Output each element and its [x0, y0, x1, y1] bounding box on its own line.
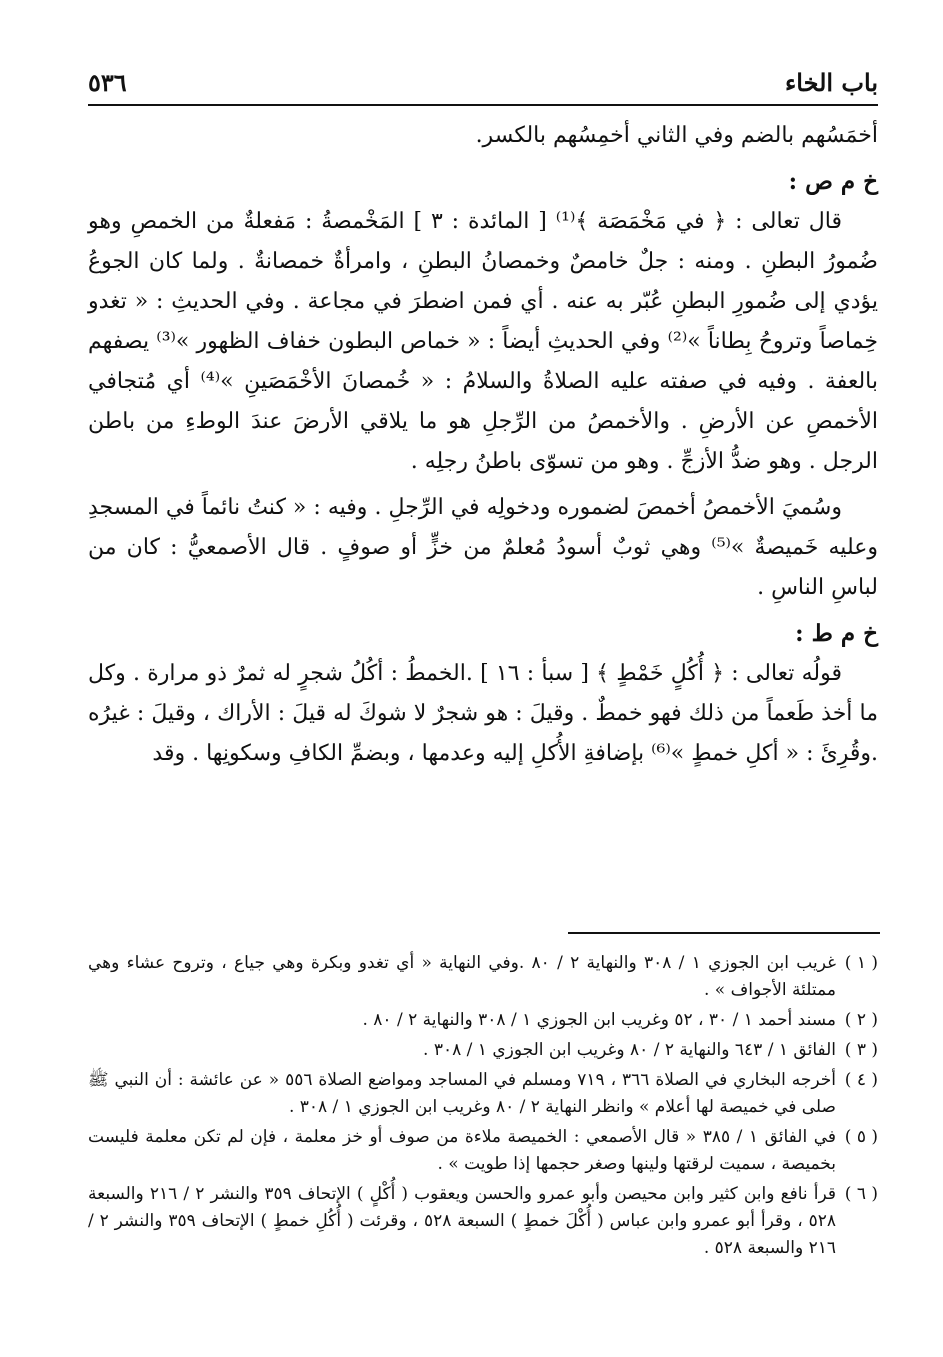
footnote-number: ( ٢ )	[844, 1010, 878, 1030]
entry-heading-kh-m-t: خ م ط :	[795, 620, 878, 647]
footnote-item	[88, 950, 878, 1004]
footnote-number: ( ١ )	[844, 953, 878, 973]
page-header	[88, 60, 878, 106]
footnote-text: مسند أحمد ١ / ٣٠ ، ٥٢ وغريب ابن الجوزي ١ / ٣٠٨ والنهاية ٢ / ٨٠ .	[362, 1010, 836, 1030]
footnote-text: الفائق ١ / ٦٤٣ والنهاية ٢ / ٨٠ وغريب ابن الجوزي ١ / ٣٠٨ .	[423, 1040, 836, 1060]
footnote-number: ( ٣ )	[844, 1040, 878, 1060]
footnote-text: أخرجه البخاري في الصلاة ٣٦٦ ، ٧١٩ ومسلم في المساجد ومواضع الصلاة ٥٥٦ « عن عائشة : أن النبي ﷺ صلى في خميصة لها أعلام » وانظر النهاية ٢ / ٨٠ وغريب ابن الجوزي ١ / ٣٠٨ .	[88, 1070, 837, 1117]
paragraph-kh-m-s-1: قال تعالى : ﴿ في مَخْمَصَة ﴾⁽¹⁾ [ المائدة : ٣ ] المَخْمصةُ : مَفعلةٌ من الخمصِ وهو ضُمورُ البطنِ . ومنه : جلٌ خامصٌ وخمصانُ البطنِ ، وامرأةٌ خمصانةٌ . ولما كان الجوعُ يؤدي إلى ضُمورِ البطنِ عُبّر به عنه . أي فمن اضطرَ في مجاعة . وفي الحديثِ : « تغدو خِماصاً وتروحُ بِطاناً »⁽²⁾ وفي الحديثِ أيضاً : « خماص البطون خفاف الظهور »⁽³⁾ يصفهم بالعفة . وفيه في صفته عليه الصلاةُ والسلامُ : « خُمصانَ الأخْمَصَينِ »⁽⁴⁾ أي مُتجافي الأخمصِ عن الأرضِ . والأخمصُ من الرِّجلِ هو ما يلاقي الأرضَ عندَ الوطءِ من باطن الرجل . وهو ضدُّ الأزجِّ . وهو من تسوّى باطنُ رجلِه .	[88, 209, 878, 474]
main-text	[88, 116, 878, 774]
footnote-item	[88, 1037, 878, 1064]
footnote-item	[88, 1181, 878, 1262]
page-number: ٥٣٦	[88, 68, 127, 97]
paragraph-continuation: أخمَسُهم بالضم وفي الثاني أخمِسُهم بالكسر.	[475, 123, 878, 148]
footnote-number: ( ٤ )	[844, 1070, 878, 1090]
footnote-number: ( ٦ )	[844, 1184, 878, 1204]
footnote-divider	[568, 932, 880, 934]
paragraph-kh-m-s-2: وسُميَ الأخمصُ أخمصَ لضموره ودخولِه في الرِّجلِ . وفيه : « كنتُ نائماً في المسجدِ وعليه خَميصةٌ »⁽⁵⁾ وهي ثوبٌ أسودُ مُعلمٌ من خزٍّ أو صوفٍ . قال الأصمعيُّ : كان من لباسِ الناسِ .	[88, 495, 878, 600]
entry-heading-kh-m-s: خ م ص :	[788, 168, 878, 195]
footnotes	[88, 950, 878, 1265]
footnote-text: قرأ نافع وابن كثير وابن محيصن وأبو عمرو والحسن ويعقوب ( أُكْلٍ ) الإتحاف ٣٥٩ والنشر ٢ / ٢١٦ والسبعة ٥٢٨ ، وقرأ أبو عمرو وابن عباس ( أُكْلَ خمطٍ ) السبعة ٥٢٨ ، وقرئت ( أُكُلِ خمطٍ ) الإتحاف ٣٥٩ والنشر ٢ / ٢١٦ والسبعة ٥٢٨ .	[88, 1184, 836, 1258]
book-page	[88, 60, 878, 1330]
footnote-number: ( ٥ )	[844, 1127, 878, 1147]
footnote-item	[88, 1067, 878, 1121]
footnote-item	[88, 1007, 878, 1034]
footnote-text: غريب ابن الجوزي ١ / ٣٠٨ والنهاية ٢ / ٨٠ .وفي النهاية « أي تغدو وبكرة وهي جياع ، وتروح عشاء وهي ممتلئة الأجواف » .	[88, 953, 836, 1000]
footnote-item	[88, 1124, 878, 1178]
paragraph-kh-m-t-1: قولُه تعالى : ﴿ أُكُلٍ خَمْطٍ ﴾ [ سبأ : ١٦ ] .الخمطُ : أكُلُ شجرٍ له ثمرٌ ذو مرارة . وكل ما أخذ طَعماً من ذلك فهو خمطٌ . وقيلَ : هو شجرٌ لا شوكَ له قيلَ : الأراك ، وقيلَ : غيرُه .وقُرِئَ : « أكلِ خمطٍ »⁽⁶⁾ بإضافةِ الأُكلِ إليه وعدمها ، وبضمِّ الكافِ وسكونِها . وقد	[88, 661, 878, 766]
chapter-title: باب الخاء	[784, 68, 878, 97]
footnote-text: في الفائق ١ / ٣٨٥ « قال الأصمعي : الخميصة ملاءة من صوف أو خز معلمة ، فإن لم تكن معلمة فليست بخميصة ، سميت لرقتها ولينها وصغر حجمها إذا طويت » .	[88, 1127, 836, 1174]
